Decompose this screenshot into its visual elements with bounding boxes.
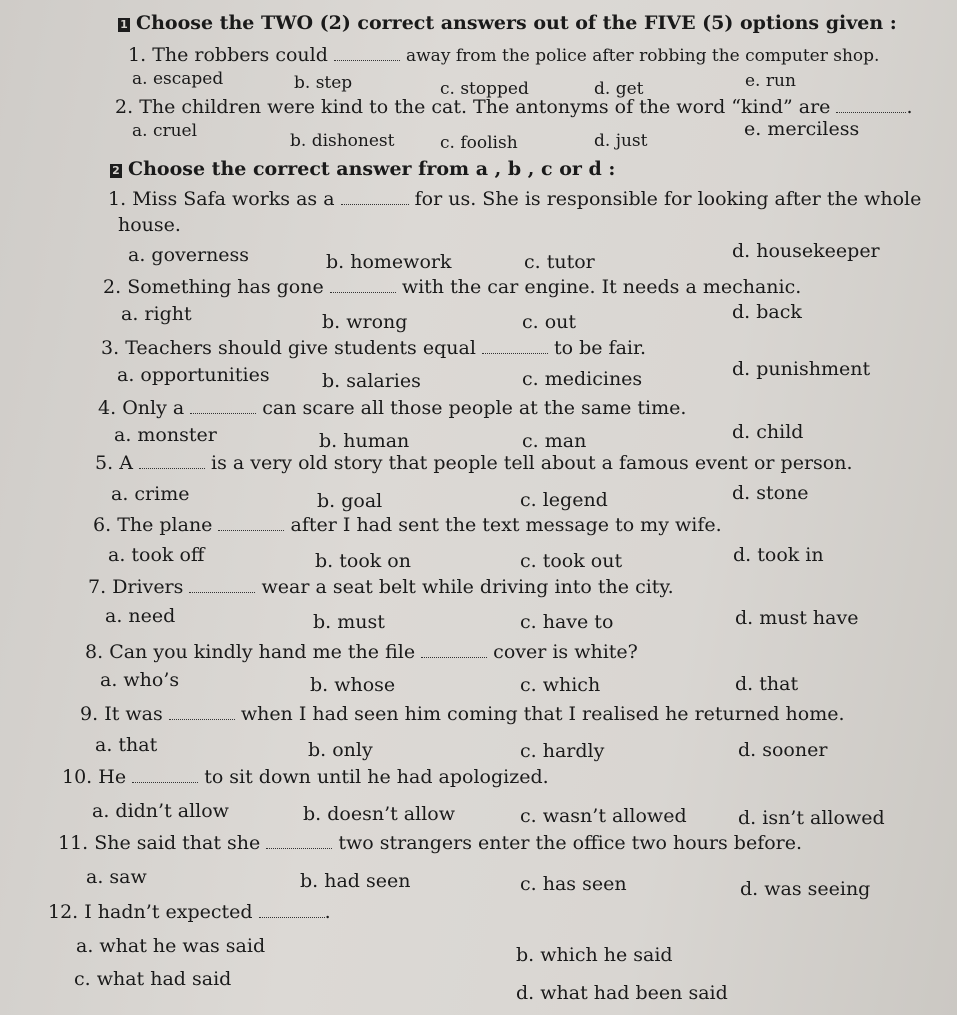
s2-question-11 [58, 832, 802, 854]
option-a[interactable]: a. took off [108, 544, 205, 566]
option-d[interactable]: d. housekeeper [732, 240, 880, 262]
option-c[interactable]: c. foolish [440, 133, 518, 153]
question-number: 12. [48, 901, 79, 923]
s2-question-12 [48, 901, 331, 923]
answer-blank[interactable] [421, 643, 487, 658]
answer-blank[interactable] [190, 399, 256, 414]
answer-blank[interactable] [132, 768, 198, 783]
s2-question-5 [95, 452, 853, 474]
question-text-pre: He [98, 766, 127, 788]
section-1-badge: 1 [118, 18, 130, 32]
option-a[interactable]: a. didn’t allow [92, 800, 229, 822]
option-d[interactable]: d. get [594, 79, 644, 99]
option-a[interactable]: a. need [105, 605, 176, 627]
question-text-pre: She said that she [94, 832, 261, 854]
question-number: 11. [58, 832, 89, 854]
s1-question-2 [115, 96, 913, 118]
question-text-post: wear a seat belt while driving into the city. [261, 576, 674, 598]
question-text-post: after I had sent the text message to my wife. [290, 514, 722, 536]
option-b[interactable]: b. doesn’t allow [303, 803, 455, 825]
question-number: 4. [98, 397, 117, 419]
question-text-post: . [324, 901, 331, 923]
option-a[interactable]: a. governess [128, 244, 250, 266]
option-a[interactable]: a. who’s [100, 669, 180, 691]
answer-blank[interactable] [836, 98, 906, 113]
question-number: 2. [115, 96, 134, 118]
option-d[interactable]: d. child [732, 421, 804, 443]
question-text-post: when I had seen him coming that I realised he returned home. [240, 703, 845, 725]
answer-blank[interactable] [482, 339, 548, 354]
option-a[interactable]: a. saw [86, 866, 147, 888]
s2-question-8 [85, 641, 638, 663]
option-d[interactable]: d. was seeing [740, 878, 871, 900]
option-e[interactable]: e. merciless [744, 118, 860, 140]
option-b[interactable]: b. must [313, 611, 385, 633]
option-a[interactable]: a. monster [114, 424, 217, 446]
option-a[interactable]: a. escaped [132, 69, 224, 89]
option-b[interactable]: b. had seen [300, 870, 411, 892]
question-number: 1. [128, 44, 147, 66]
question-text-post: to sit down until he had apologized. [204, 766, 549, 788]
option-d[interactable]: d. must have [735, 607, 859, 629]
section-2-heading-text: Choose the correct answer from a , b , c or d : [128, 158, 616, 180]
question-text-post: for us. She is responsible for looking after the whole [414, 188, 922, 210]
section-1-heading [118, 12, 897, 34]
option-d[interactable]: d. sooner [738, 739, 828, 761]
answer-blank[interactable] [259, 903, 325, 918]
question-text-pre: Drivers [112, 576, 184, 598]
question-text-post: to be fair. [553, 337, 647, 359]
question-text-pre: The children were kind to the cat. The antonyms of the word “kind” are [139, 96, 831, 118]
option-b[interactable]: b. goal [317, 490, 383, 512]
s2-question-3 [101, 337, 646, 359]
answer-blank[interactable] [266, 834, 332, 849]
option-b[interactable]: b. wrong [322, 311, 408, 333]
option-a[interactable]: a. opportunities [117, 364, 270, 386]
option-c[interactable]: c. stopped [440, 79, 529, 99]
question-text-post: can scare all those people at the same time. [262, 397, 687, 419]
option-c[interactable]: c. medicines [522, 368, 643, 390]
answer-blank[interactable] [139, 454, 205, 469]
option-d[interactable]: d. that [735, 673, 799, 695]
option-b[interactable]: b. which he said [516, 944, 673, 966]
option-c[interactable]: c. has seen [520, 873, 627, 895]
option-a[interactable]: a. what he was said [76, 935, 266, 957]
section-2-badge: 2 [110, 164, 122, 178]
answer-blank[interactable] [334, 46, 400, 61]
option-a[interactable]: a. that [95, 734, 158, 756]
option-b[interactable]: b. homework [326, 251, 452, 273]
answer-blank[interactable] [218, 516, 284, 531]
option-c[interactable]: c. have to [520, 611, 614, 633]
question-text-pre: A [119, 452, 133, 474]
question-text-pre: Teachers should give students equal [125, 337, 476, 359]
answer-blank[interactable] [341, 190, 409, 205]
option-d[interactable]: d. took in [733, 544, 824, 566]
option-d[interactable]: d. just [594, 131, 648, 151]
option-d[interactable]: d. isn’t allowed [738, 807, 885, 829]
option-d[interactable]: d. what had been said [516, 982, 728, 1004]
option-c[interactable]: c. what had said [74, 968, 232, 990]
question-number: 3. [101, 337, 120, 359]
s2-question-10 [62, 766, 549, 788]
option-a[interactable]: a. cruel [132, 121, 198, 141]
question-text-post: . [906, 96, 913, 118]
option-e[interactable]: e. run [745, 71, 796, 91]
question-text-pre: Can you kindly hand me the file [109, 641, 416, 663]
option-c[interactable]: c. out [522, 311, 577, 333]
option-c[interactable]: c. tutor [524, 251, 595, 273]
option-b[interactable]: b. only [308, 739, 373, 761]
answer-blank[interactable] [169, 705, 235, 720]
question-text-post: with the car engine. It needs a mechanic. [401, 276, 802, 298]
question-text-pre: Miss Safa works as a [132, 188, 335, 210]
option-a[interactable]: a. crime [111, 483, 190, 505]
question-number: 6. [93, 514, 112, 536]
option-b[interactable]: b. dishonest [290, 131, 395, 151]
option-d[interactable]: d. back [732, 301, 802, 323]
question-text-pre: Only a [122, 397, 185, 419]
option-c[interactable]: c. legend [520, 489, 608, 511]
option-b[interactable]: b. human [319, 430, 410, 452]
option-b[interactable]: b. salaries [322, 370, 421, 392]
option-c[interactable]: c. took out [520, 550, 623, 572]
option-a[interactable]: a. right [121, 303, 192, 325]
question-text-pre: It was [104, 703, 163, 725]
option-c[interactable]: c. hardly [520, 740, 605, 762]
option-c[interactable]: c. wasn’t allowed [520, 805, 687, 827]
option-b[interactable]: b. whose [310, 674, 396, 696]
question-number: 8. [85, 641, 104, 663]
option-c[interactable]: c. man [522, 430, 587, 452]
s2-question-1-continued: house. [118, 214, 181, 236]
option-d[interactable]: d. stone [732, 482, 809, 504]
s2-question-9 [80, 703, 845, 725]
s2-question-6 [93, 514, 722, 536]
s1-question-1 [128, 44, 879, 67]
answer-blank[interactable] [330, 278, 396, 293]
question-number: 1. [108, 188, 127, 210]
answer-blank[interactable] [189, 578, 255, 593]
s2-question-4 [98, 397, 686, 419]
question-text-pre: The robbers could [152, 44, 328, 66]
question-number: 9. [80, 703, 99, 725]
question-text-post: cover is white? [493, 641, 638, 663]
s2-question-7 [88, 576, 674, 598]
question-text-pre: The plane [117, 514, 213, 536]
section-1-heading-text: Choose the TWO (2) correct answers out of the FIVE (5) options given : [136, 12, 897, 34]
question-text-post: away from the police after robbing the computer shop. [406, 46, 880, 66]
option-d[interactable]: d. punishment [732, 358, 871, 380]
s2-question-1 [108, 188, 921, 210]
option-b[interactable]: b. step [294, 73, 353, 93]
s2-question-2 [103, 276, 801, 298]
section-2-heading [110, 158, 615, 180]
question-text-post: is a very old story that people tell about a famous event or person. [211, 452, 853, 474]
question-number: 2. [103, 276, 122, 298]
question-number: 5. [95, 452, 114, 474]
option-c[interactable]: c. which [520, 674, 601, 696]
question-text-pre: Something has gone [127, 276, 324, 298]
question-text-pre: I hadn’t expected [84, 901, 253, 923]
question-text-post: two strangers enter the office two hours before. [338, 832, 803, 854]
option-b[interactable]: b. took on [315, 550, 411, 572]
question-number: 10. [62, 766, 93, 788]
question-number: 7. [88, 576, 107, 598]
